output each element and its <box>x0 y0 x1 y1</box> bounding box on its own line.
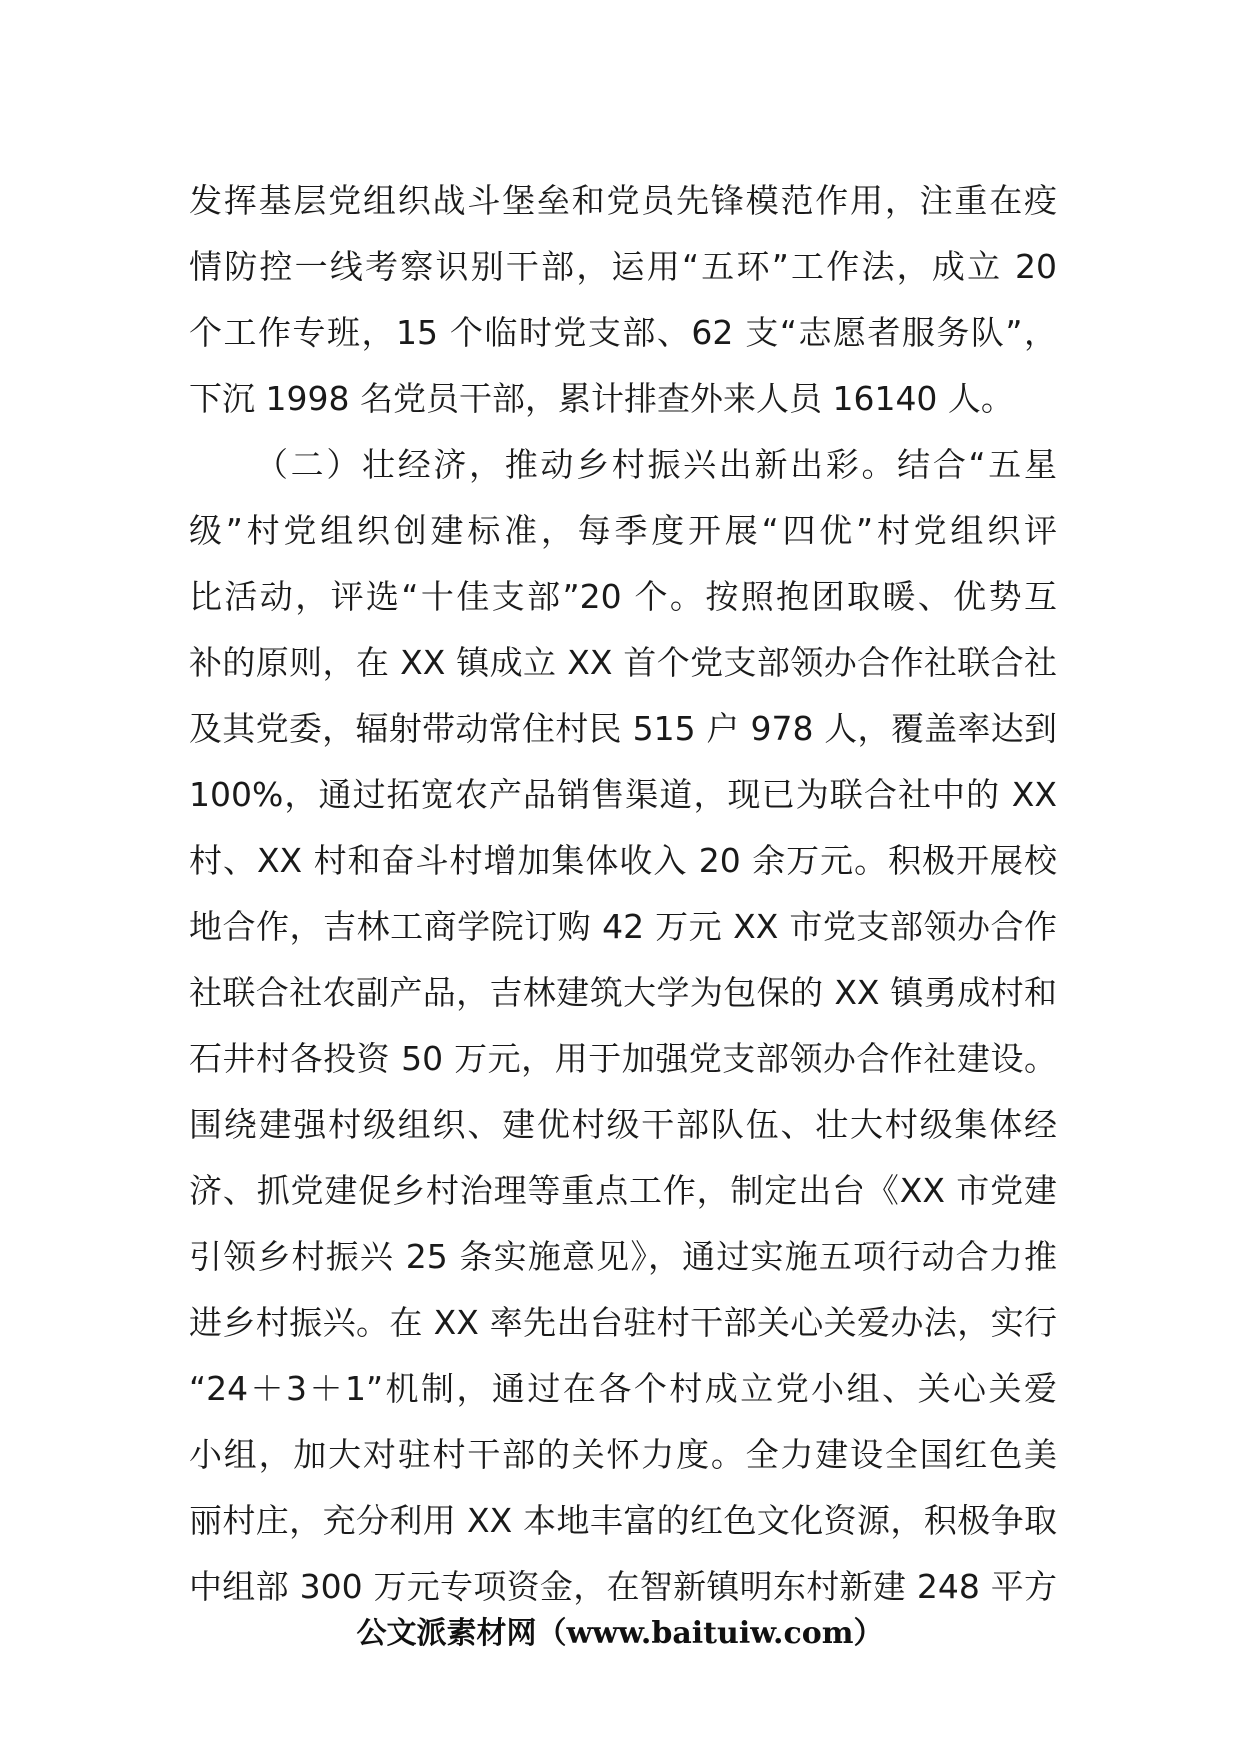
text-line: 100%，通过拓宽农产品销售渠道，现已为联合社中的 XX <box>189 775 1057 814</box>
text-line: 进乡村振兴。在 XX 率先出台驻村干部关心关爱办法，实行 <box>189 1303 1057 1342</box>
footer-watermark: 公文派素材网（www.baituiw.com） <box>356 1616 884 1651</box>
text-line: 发挥基层党组织战斗堡垒和党员先锋模范作用，注重在疫 <box>189 181 1057 220</box>
text-line: 情防控一线考察识别干部，运用“五环”工作法，成立 20 <box>189 247 1057 286</box>
text-line: 地合作，吉林工商学院订购 42 万元 XX 市党支部领办合作 <box>189 907 1057 946</box>
document-body <box>189 168 1057 1620</box>
text-line: 比活动，评选“十佳支部”20 个。按照抱团取暖、优势互 <box>189 577 1057 616</box>
text-line: 石井村各投资 50 万元，用于加强党支部领办合作社建设。 <box>189 1039 1057 1078</box>
text-line: 引领乡村振兴 25 条实施意见》，通过实施五项行动合力推 <box>189 1237 1057 1276</box>
text-line: 下沉 1998 名党员干部，累计排查外来人员 16140 人。 <box>189 379 1014 418</box>
text-line: “24＋3＋1”机制，通过在各个村成立党小组、关心关爱 <box>189 1369 1057 1408</box>
text-line: 中组部 300 万元专项资金，在智新镇明东村新建 248 平方 <box>189 1567 1057 1606</box>
text-line: 济、抓党建促乡村治理等重点工作，制定出台《XX 市党建 <box>189 1171 1057 1210</box>
text-line: 个工作专班，15 个临时党支部、62 支“志愿者服务队”， <box>189 313 1057 352</box>
text-line: 级”村党组织创建标准，每季度开展“四优”村党组织评 <box>189 511 1057 550</box>
text-line: 及其党委，辐射带动常住村民 515 户 978 人，覆盖率达到 <box>189 709 1057 748</box>
text-line: 社联合社农副产品，吉林建筑大学为包保的 XX 镇勇成村和 <box>189 973 1057 1012</box>
text-line: 小组，加大对驻村干部的关怀力度。全力建设全国红色美 <box>189 1435 1057 1474</box>
text-line: 补的原则，在 XX 镇成立 XX 首个党支部领办合作社联合社 <box>189 643 1057 682</box>
text-line: 围绕建强村级组织、建优村级干部队伍、壮大村级集体经 <box>189 1105 1057 1144</box>
section-heading-line: （二）壮经济，推动乡村振兴出新出彩。结合“五星 <box>255 445 1057 484</box>
text-line: 村、XX 村和奋斗村增加集体收入 20 余万元。积极开展校 <box>189 841 1057 880</box>
text-line: 丽村庄，充分利用 XX 本地丰富的红色文化资源，积极争取 <box>189 1501 1057 1540</box>
